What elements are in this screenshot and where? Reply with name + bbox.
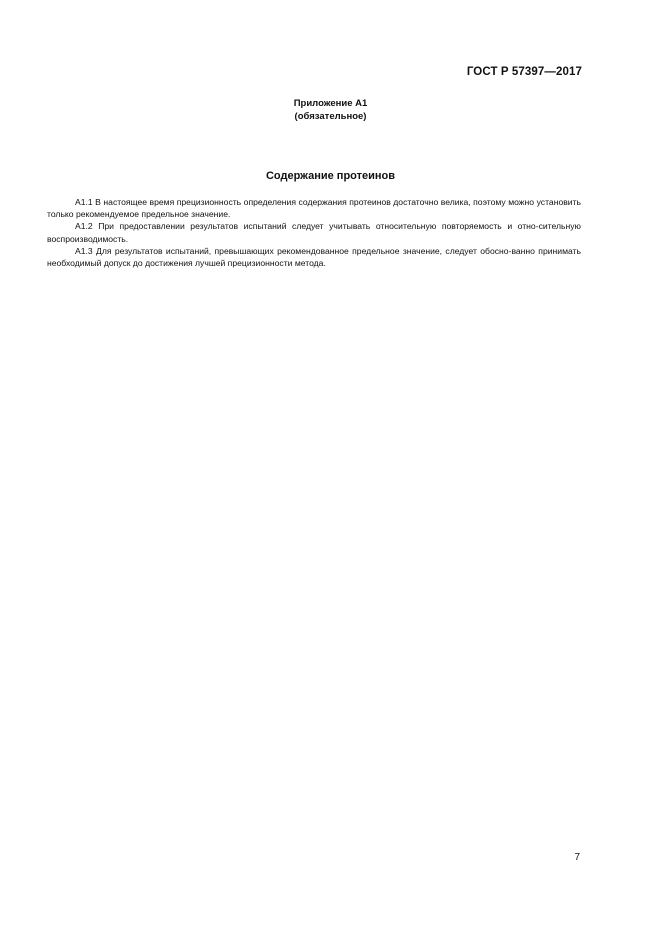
paragraph-line: А1.2 При предоставлении результатов испытаний следует учитывать относительную повторяемость и отно- bbox=[75, 221, 539, 232]
paragraph-a1-2 bbox=[47, 220, 581, 244]
paragraph-a1-1 bbox=[47, 196, 581, 220]
paragraph-line: А1.1 В настоящее время прецизионность определения содержания протеинов достаточно велика, поэтому bbox=[75, 197, 506, 207]
section-title: Содержание протеинов bbox=[265, 170, 396, 182]
body-text bbox=[47, 196, 581, 269]
appendix-title: Приложение А1 bbox=[293, 98, 368, 109]
standard-number: ГОСТ Р 57397—2017 bbox=[466, 66, 582, 78]
paragraph-line: ванно принимать необходимый допуск до достижения лучшей прецизионности метода. bbox=[47, 245, 581, 269]
paragraph-line: можно установить только рекомендуемое предельное значение. bbox=[47, 197, 582, 220]
appendix-status: (обязательное) bbox=[294, 111, 367, 122]
page-number: 7 bbox=[574, 852, 580, 863]
paragraph-line: А1.3 Для результатов испытаний, превышающих рекомендованное предельное значение, следует обосно- bbox=[75, 245, 512, 256]
appendix-heading bbox=[0, 97, 661, 123]
paragraph-a1-3 bbox=[47, 245, 581, 269]
paragraph-line: сительную воспроизводимость. bbox=[47, 221, 581, 244]
